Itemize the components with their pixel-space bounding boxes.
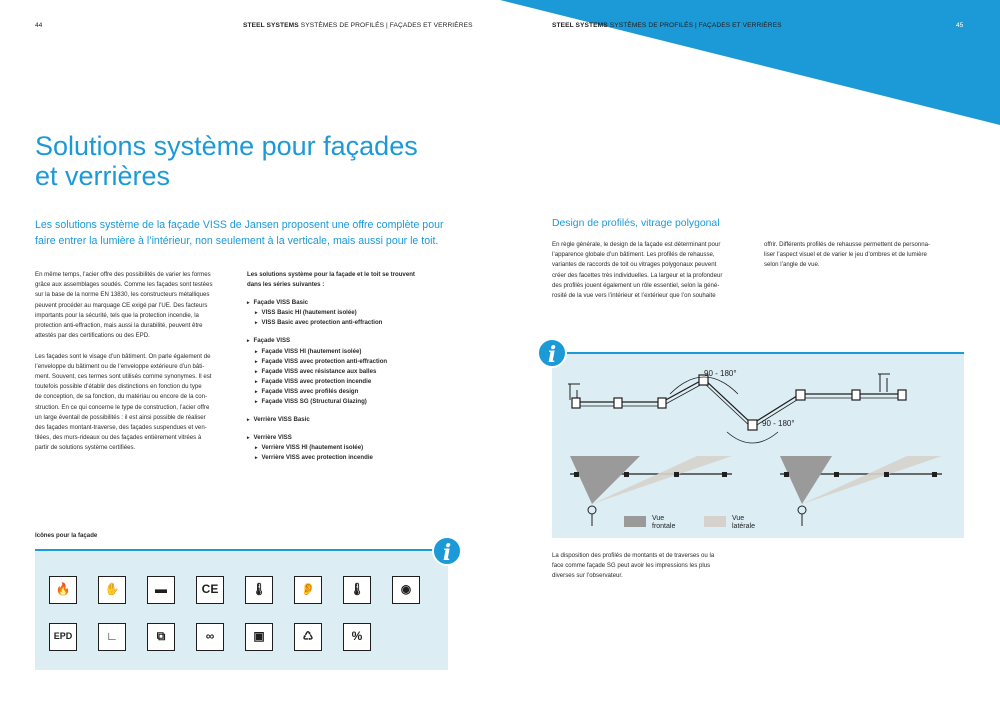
right-header-brand: STEEL SYSTEMS — [552, 22, 608, 29]
right-body-text-line: créer des facettes très individuelles. La largeur et la profondeur — [552, 271, 723, 279]
body-text-line: sur la base de la norme EN 13830, les constructeurs métalliques — [35, 291, 210, 299]
series-item: ▸ Façade VISS avec protection anti-effraction — [247, 357, 447, 367]
view-cones-left — [570, 456, 732, 526]
right-header-section: SYSTÈMES DE PROFILÉS | FAÇADES ET VERRIÈRES — [609, 22, 782, 29]
thermal-insulation-icon: 🌡 — [245, 576, 273, 604]
icons-label: Icônes pour la façade — [35, 532, 98, 539]
info-icon: i — [432, 536, 462, 566]
design-view-icon: ◉ — [392, 576, 420, 604]
legend-front-swatch — [624, 516, 646, 527]
body-text-line: protection anti-effraction, mais aussi la durabilité, peuvent être — [35, 322, 203, 330]
profile-chain — [572, 375, 906, 430]
right-body-text-line: des profilés jouent également un rôle essentiel, selon la géné- — [552, 281, 720, 289]
corner-triangle-decoration — [500, 0, 1000, 125]
series-item: ▸ Façade VISS avec résistance aux balles — [247, 367, 447, 377]
ce-marking-icon: CE — [196, 576, 224, 604]
page-title-line-2: et verrières — [35, 161, 171, 191]
right-body-text-line: variantes de raccords de toit ou vitrages polygonaux peuvent — [552, 261, 717, 269]
diagram-caption — [552, 551, 752, 582]
page-title — [35, 131, 475, 191]
legend-side-line-1: Vue — [732, 515, 745, 522]
series-item: ▸ Verrière VISS avec protection incendie — [247, 453, 447, 463]
right-body-text-line: En règle générale, le design de la façade est déterminant pour — [552, 241, 721, 248]
epd-icon: EPD — [49, 623, 77, 651]
lead-paragraph — [35, 217, 445, 249]
caption-line: La disposition des profilés de montants et de traverses ou la — [552, 552, 715, 559]
right-page-number: 45 — [956, 22, 964, 29]
series-item: ▸ Façade VISS avec protection incendie — [247, 377, 447, 387]
caption-line: face comme façade SG peut avoir les impressions les plus — [552, 562, 711, 570]
burglar-protection-icon: ✋ — [98, 576, 126, 604]
series-item: ▸ Façade VISS HI (hautement isolée) — [247, 347, 447, 357]
left-header-section: SYSTÈMES DE PROFILÉS | FAÇADES ET VERRIÈRES — [300, 22, 473, 29]
acoustic-insulation-icon: 👂 — [294, 576, 322, 604]
profile-corner-icon: ∟ — [98, 623, 126, 651]
body-text-line: toutefois possible d’établir des distinctions en fonction du type — [35, 383, 202, 391]
polygonal-glazing-diagram — [552, 354, 964, 538]
facade-icons-panel — [35, 549, 448, 670]
series-intro-line-2: dans les séries suivantes : — [247, 281, 325, 289]
series-group-title: ▸ Verrière VISS Basic — [247, 415, 447, 425]
legend-side-line-2: latérale — [732, 523, 755, 530]
body-text-line: de conception, de sa fonction, du matériau ou encore de la con- — [35, 393, 208, 401]
left-header-brand: STEEL SYSTEMS — [243, 22, 299, 29]
series-intro-line-1: Les solutions système pour la façade et le toit se trouvent — [247, 271, 415, 278]
body-text-line: struction. En ce qui concerne le type de construction, l’acier offre — [35, 403, 210, 411]
legend-side-swatch — [704, 516, 726, 527]
climate-icon: 🌡 — [343, 576, 371, 604]
right-wall-profile — [878, 374, 890, 392]
series-group-title: ▸ Façade VISS — [247, 336, 447, 346]
right-body-text-line: l’apparence globale d’un bâtiment. Les profilés de rehausse, — [552, 251, 715, 259]
series-group-title: ▸ Verrière VISS — [247, 433, 447, 443]
body-text-line: des façades montant-traverse, des façades suspendues et ven- — [35, 424, 207, 432]
angle-label-2: 90 - 180° — [762, 419, 795, 428]
body-text-line: grâce aux assemblages soudés. Comme les façades sont testées — [35, 281, 213, 289]
body-text-line: attestés par des certifications ou des EPD. — [35, 332, 150, 340]
angle-arc-2 — [727, 432, 778, 443]
right-body-text-line: selon l’angle de vue. — [764, 261, 820, 269]
body-text-line: ment. Souvent, ces termes sont utilisés comme synonymes. Il est — [35, 373, 212, 381]
series-item: ▸ Verrière VISS HI (hautement isolée) — [247, 443, 447, 453]
bullet-resistance-icon: ▬ — [147, 576, 175, 604]
left-page-number: 44 — [35, 22, 43, 29]
infinity-icon: ∞ — [196, 623, 224, 651]
right-running-header — [552, 22, 782, 29]
fire-protection-icon: 🔥 — [49, 576, 77, 604]
series-item: ▸ Façade VISS avec profilés design — [247, 387, 447, 397]
lead-line-2: faire entrer la lumière à l’intérieur, non seulement à la verticale, mais aussi pour le toit. — [35, 235, 439, 247]
angle-label-1: 90 - 180° — [704, 369, 737, 378]
body-text-line: Les façades sont le visage d’un bâtiment. On parle également de — [35, 352, 211, 360]
recycling-icon: ♺ — [294, 623, 322, 651]
view-cones-right — [780, 456, 942, 526]
caption-line: diverses sur l’observateur. — [552, 572, 623, 580]
body-text-line: importants pour la sécurité, tels que la protection incendie, la — [35, 311, 199, 319]
page-title-line-1: Solutions système pour façades — [35, 131, 418, 161]
right-body-column-2 — [764, 240, 964, 271]
profile-frame-icon: ▣ — [245, 623, 273, 651]
body-text-line — [35, 341, 240, 351]
legend-front-line-2: frontale — [652, 523, 676, 530]
body-text-line: partir de solutions système certifiées. — [35, 444, 136, 452]
series-item: ▸ VISS Basic avec protection anti-effraction — [247, 318, 447, 328]
polygonal-glazing-diagram-panel — [552, 352, 964, 538]
body-text-line: En même temps, l’acier offre des possibilités de varier les formes — [35, 271, 211, 278]
series-group-title: ▸ Façade VISS Basic — [247, 298, 447, 308]
right-body-text-line: offrir. Différents profilés de rehausse permettent de personna- — [764, 241, 931, 248]
info-icon-right: i — [537, 338, 567, 368]
left-running-header — [243, 22, 473, 29]
body-text-line: tilées, des murs-rideaux ou des façades entièrement vitrées à — [35, 434, 202, 442]
series-list — [247, 270, 447, 464]
percentage-icon: % — [343, 623, 371, 651]
body-text-column-1 — [35, 270, 240, 454]
right-body-text-line: rosité de la vue vers l’intérieur et l’extérieur que l’on souhaite — [552, 292, 716, 300]
legend-front-line-1: Vue — [652, 515, 665, 522]
section-subheading: Design de profilés, vitrage polygonal — [552, 218, 720, 229]
series-groups — [247, 298, 447, 463]
profile-stacked-icon: ⧉ — [147, 623, 175, 651]
series-item: ▸ Façade VISS SG (Structural Glazing) — [247, 397, 447, 407]
body-text-line: peuvent procéder au marquage CE exigé par l’UE. Des facteurs — [35, 301, 208, 309]
body-text-line: l’enveloppe du bâtiment ou de l’enveloppe extérieure d’un bâti- — [35, 362, 205, 370]
body-text-line: un large éventail de possibilités : il est ainsi possible de réaliser — [35, 413, 206, 421]
right-body-text-line: liser l’aspect visuel et de varier le jeu d’ombres et de lumière — [764, 251, 927, 259]
right-body-column-1 — [552, 240, 752, 301]
series-item: ▸ VISS Basic HI (hautement isolée) — [247, 308, 447, 318]
lead-line-1: Les solutions système de la façade VISS de Jansen proposent une offre complète pour — [35, 219, 444, 231]
